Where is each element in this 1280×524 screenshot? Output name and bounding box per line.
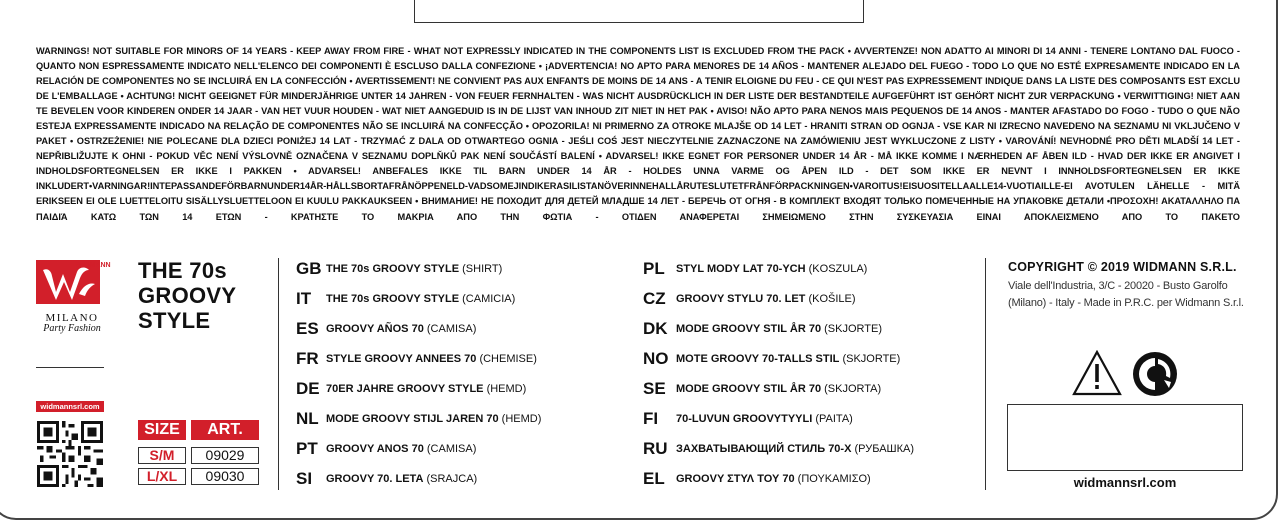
logo-tagline: Party Fashion xyxy=(43,323,101,334)
lang-code: FI xyxy=(643,409,659,428)
lang-code: PL xyxy=(643,259,665,278)
separator-left xyxy=(278,258,279,490)
lang-name: MODE GROOVY STIL ÅR 70 xyxy=(676,383,822,395)
lang-name: GROOVY ANOS 70 xyxy=(326,443,424,455)
lang-garment: (SRAJCA) xyxy=(426,473,478,485)
copyright-text: COPYRIGHT © 2019 WIDMANN S.R.L. xyxy=(1008,260,1237,274)
lang-name: GROOVY ΣΤΥΛ ΤΟΥ 70 xyxy=(676,473,795,485)
logo-brand-name: WIDMANN xyxy=(76,262,111,269)
logo-w-mark-icon xyxy=(39,264,97,302)
lang-code: NO xyxy=(643,349,669,368)
size-row-1-size: S/M xyxy=(138,447,186,464)
lang-code: FR xyxy=(296,349,319,368)
lang-garment: (SKJORTA) xyxy=(824,383,882,395)
lang-name: GROOVY 70. LETA xyxy=(326,473,424,485)
lang-code: DE xyxy=(296,379,320,398)
lang-garment: (SHIRT) xyxy=(462,263,503,275)
size-header: SIZE xyxy=(138,420,186,440)
company-address: Viale dell'Industria, 3/C - 20020 - Busto Garolfo (Milano) - Italy - Made in P.R.C. per Widmann S.r.l. xyxy=(1008,280,1244,309)
divider-line xyxy=(36,367,104,368)
logo-city: MILANO xyxy=(45,312,99,324)
lang-garment: (CAMICIA) xyxy=(462,293,516,305)
lang-code: CZ xyxy=(643,289,666,308)
lang-name: ЗАХВАТЫВАЮЩИЙ СТИЛЬ 70-Х xyxy=(676,443,852,455)
lang-name: MODE GROOVY STIL ÅR 70 xyxy=(676,323,822,335)
size-row-1-art: 09029 xyxy=(191,447,259,464)
url-badge: widmannsrl.com xyxy=(36,401,104,412)
website-text: widmannsrl.com xyxy=(1073,475,1177,490)
lang-code: NL xyxy=(296,409,319,428)
title-line-2: GROOVY xyxy=(138,283,237,308)
title-line-1: THE 70s xyxy=(138,258,227,283)
lang-name: MOTE GROOVY 70-TALLS STIL xyxy=(676,353,840,365)
warning-triangle-icon xyxy=(1072,350,1122,396)
lang-code: SE xyxy=(643,379,666,398)
lang-garment: (SKJORTE) xyxy=(824,323,882,335)
lang-name: THE 70s GROOVY STYLE xyxy=(326,263,460,275)
product-title xyxy=(138,258,236,333)
blank-barcode-box xyxy=(1007,404,1243,471)
lang-garment: (CAMISA) xyxy=(426,443,477,455)
lang-garment: (РУБАШКА) xyxy=(854,443,915,455)
lang-code: GB xyxy=(296,259,322,278)
lang-name: 70ER JAHRE GROOVY STYLE xyxy=(326,383,484,395)
lang-garment: (CAMISA) xyxy=(426,323,477,335)
size-row-2-size: L/XL xyxy=(138,468,186,485)
size-row-2-art: 09030 xyxy=(191,468,259,485)
lang-code: IT xyxy=(296,289,312,308)
lang-code: EL xyxy=(643,469,665,488)
lang-name: GROOVY AÑOS 70 xyxy=(326,323,424,335)
lang-garment: (ΠΟΥΚΑΜΙΣΟ) xyxy=(797,473,871,485)
warnings-text: WARNINGS! NOT SUITABLE FOR MINORS OF 14 YEARS - KEEP AWAY FROM FIRE - WHAT NOT EXPRESSLY INDICATED IN THE COMPONENTS LIST IS EXCLUDED FROM THE PACK • AVVERTENZE! NON ADATTO AI MINORI DI 14 ANNI - TENERE LONTANO DAL FUOCO - QUANTO NON ESPRESSAMENTE INDICATO NELL'ELENCO DEI COMPONENTI È ESCLUSO DALLA CONFEZIONE • ¡ADVERTENCIA! NO APTO PARA MENORES DE 14 AÑOS - MANTENER ALEJADO DEL FUEGO - TODO LO QUE NO ESTÉ EXPRESAMENTE INDICADO EN LA RELACIÓN DE COMPONENTES NO SE INCLUIRÁ EN LA CONFECCIÓN • AVERTISSEMENT! NE CONVIENT PAS AUX ENFANTS DE MOINS DE 14 ANS - A TENIR ELOIGNE DU FEU - CE QUI N'EST PAS EXPRESSEMENT INDIQUE DANS LA LISTE DES COMPOSANTS EST EXCLU DE L'EMBALLAGE • ACHTUNG! NICHT GEEIGNET FÜR MINDERJÄHRIGE UNTER 14 JAHREN - VON FEUER FERNHALTEN - WAS NICHT AUSDRÜCKLICH IN DER LISTE DER BESTANDTEILE AUFGEFÜHRT IST GEHÖRT NICHT ZUR VERPACKUNG • VERWITTIGING! NIET AAN TE BEVELEN VOOR KINDEREN ONDER 14 JAAR - VAN HET VUUR HOUDEN - WAT NIET AANGEDUID IS IN DE LIJST VAN INHOUD ZIT NIET IN HET PAK • AVISO! NÃO APTO PARA NENOS MAIS PEQUENOS DE 14 ANOS - MANTER AFASTADO DO FOGO - TUDO O QUE NÃO ESTEJA EXPRESSAMENTE INDICADO NA RELAÇÃO DE COMPONENTES NÃO SE INCLUIRÁ NA CONFECÇÃO • OPOZORILA! NI PRIMERNO ZA OTROKE MLAJŠE OD 14 LET - HRANITI STRAN OD OGNJA - VSE KAR NI IZRECNO NAVEDENO NA SEZNAMU NI VKLJUČENO V PAKET • OSTRZEŻENIE! NIE POLECANE DLA DZIECI PONIŻEJ 14 LAT - TRZYMAĆ Z DALA OD OTWARTEGO OGNIA - JEŚLI COŚ JEST NIECZYTELNIE ZAZNACZONE NA ZAMÓWIENIU JEST WYKLUCZONE Z LISTY • VAROVÁNÍ! NEVHODNÉ PRO DĚTI MLADŠÍ 14 LET - NEPŘIBLIŽUJTE K OHNI - POKUD VĚC NENÍ VÝSLOVNĚ OZNAČENA V SEZNAMU DOPLŇKŮ PAK NENÍ SOUČÁSTÍ BALENÍ • ADVARSEL! IKKE EGNET FOR PERSONER UNDER 14 ÅR - MÅ IKKE KOMME I NÆRHEDEN AF ÅBEN ILD - HVAD DER IKKE ER ANGIVET I INDHOLDSFORTEGNELSEN ER IKKE I PAKKEN • ADVARSEL! ANBEFALES IKKE TIL BARN UNDER 14 ÅR - HOLDES UNNA VARME OG ÅPEN ILD - DET SOM IKKE ER NEVNT I INNHOLDSFORTEGNELSEN ER IKKE INKLUDERT•VARNINGAR!INTEPASSANDEFÖRBARNUNDER14ÅR-HÅLLSBORTAFRÅNÖPPENELD-VADSOMEJINDIKERASILISTANÖVERINNEHALLÅRUTESLUTETFRÅNFÖRPACKNINGEN•VAROITUS!EISUOSITELLAALLE14-VUOTIAILLE-EI AVOTULEN LÄHELLE - MITÄ ERIKSEEN EI OLE LUETTELOITU SISÄLLYSLUETTELOON EI KUULU PAKKAUKSEEN • ВНИМАНИЕ! НЕ ПОХОДИТ ДЛЯ ДЕТЕЙ МЛАДШЕ 14 ЛЕТ - БЕРЕЧЬ ОТ ОГНЯ - В КОМПЛЕКТ ВХОДЯТ ТОЛЬКО ПОМЕЧЕННЫЕ НА УПАКОВКЕ ДЕТАЛИ •ΠΡΟΣΟΧΗ! ΑΚΑΤΑΛΛΗΛΟ ΠΑ ΠΑΙΔΙΆ ΚΑΤΩ ΤΩΝ 14 ΕΤΩΝ - ΚΡΑΤΗΣΤΕ ΤΟ ΜΑΚΡΙΑ ΑΠΟ ΤΗΝ ΦΩΤΙΑ - ΟΤΙΔΕΝ ΑΝΑΦΕΡΕΤΑΙ ΣΗΜΕΙΩΜΕΝΟ ΣΤΗΝ ΣΥΣΚΕΥΑΣΙΑ ΕΙΝΑΙ ΑΠΟΚΛΕΙΣΜΕΝΟ ΑΠΟ ΤΟ ΠΑΚΕΤΟ xyxy=(36,46,1240,222)
lang-name: MODE GROOVY STIJL JAREN 70 xyxy=(326,413,499,425)
lang-garment: (HEMD) xyxy=(501,413,542,425)
lang-garment: (PAITA) xyxy=(815,413,853,425)
green-dot-recycle-icon xyxy=(1131,350,1179,398)
lang-name: 70-LUVUN GROOVYTYYLI xyxy=(676,413,813,425)
separator-right xyxy=(985,258,986,490)
top-blank-box xyxy=(414,0,864,23)
lang-name: THE 70s GROOVY STYLE xyxy=(326,293,460,305)
lang-garment: (SKJORTE) xyxy=(842,353,901,365)
lang-name: STYL MODY LAT 70-YCH xyxy=(676,263,806,275)
qr-code-icon xyxy=(37,421,103,487)
lang-code: RU xyxy=(643,439,668,458)
lang-garment: (CHEMISE) xyxy=(479,353,537,365)
lang-code: PT xyxy=(296,439,318,458)
lang-code: ES xyxy=(296,319,319,338)
lang-name: STYLE GROOVY ANNEES 70 xyxy=(326,353,477,365)
lang-code: DK xyxy=(643,319,668,338)
lang-garment: (HEMD) xyxy=(486,383,527,395)
title-line-3: STYLE xyxy=(138,308,211,333)
lang-code: SI xyxy=(296,469,313,488)
lang-name: GROOVY STYLU 70. LET xyxy=(676,293,806,305)
lang-garment: (KOŠILE) xyxy=(808,293,856,305)
lang-garment: (KOSZULA) xyxy=(808,263,868,275)
art-header: ART. xyxy=(191,420,259,440)
